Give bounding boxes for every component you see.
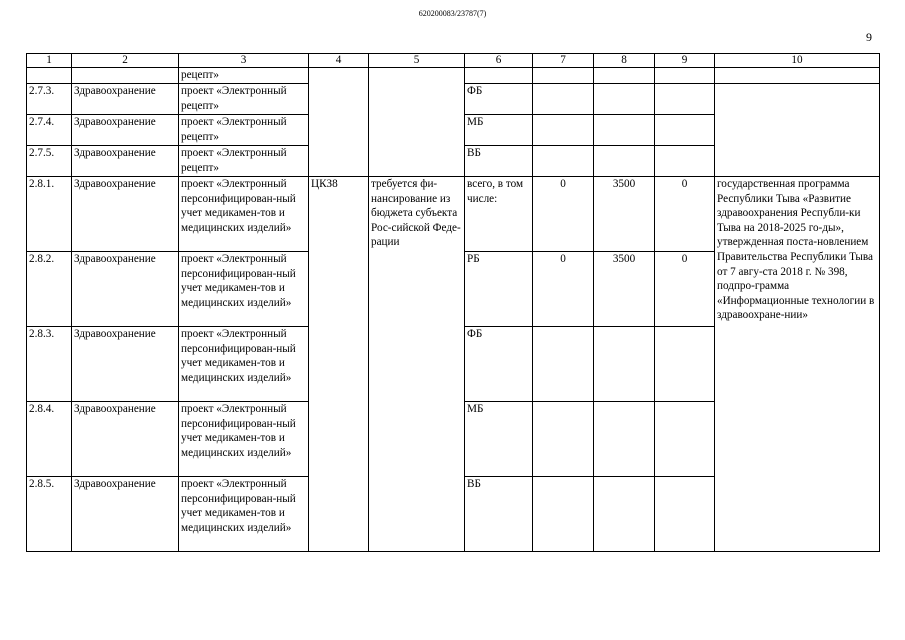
table-row: [27, 177, 880, 252]
financing-note-cell: требуется фи-нансирование из бюджета субъекта Рос-сийской Феде-рации: [369, 177, 465, 552]
program-cell: государственная программа Республики Тыва «Развитие здравоохранения Республи-ки Тыва на 2018-2025 го-ды», утвержденная поста-новлением Правительства Республики Тыва от 7 авгу-ста 2018 г. № 398, подпро-грамма «Информационные технологии в здравоохране-нии»: [715, 177, 880, 552]
column-number: 9: [655, 54, 715, 68]
value-cell: 0: [533, 252, 594, 327]
column-number: 2: [72, 54, 179, 68]
row-number: 2.7.4.: [27, 115, 72, 146]
value-cell: [594, 477, 655, 552]
source-cell: РБ: [465, 252, 533, 327]
source-cell: ФБ: [465, 84, 533, 115]
source-cell: всего, в том числе:: [465, 177, 533, 252]
project-cell: проект «Электронный персонифицирован-ный учет медикамен-тов и медицинских изделий»: [179, 252, 309, 327]
row-number: 2.7.5.: [27, 146, 72, 177]
value-cell: [655, 477, 715, 552]
executor-cell: ЦКЗ8: [309, 177, 369, 552]
sector-cell: Здравоохранение: [72, 146, 179, 177]
column-number: 4: [309, 54, 369, 68]
row-number: 2.8.1.: [27, 177, 72, 252]
project-cell: проект «Электронный рецепт»: [179, 84, 309, 115]
project-cell: проект «Электронный персонифицирован-ный учет медикамен-тов и медицинских изделий»: [179, 402, 309, 477]
value-cell: [655, 115, 715, 146]
value-cell: [533, 84, 594, 115]
sector-cell: Здравоохранение: [72, 252, 179, 327]
source-cell: [465, 68, 533, 84]
column-number: 10: [715, 54, 880, 68]
sector-cell: Здравоохранение: [72, 177, 179, 252]
value-cell: [655, 146, 715, 177]
row-number: 2.7.3.: [27, 84, 72, 115]
value-cell: 0: [655, 177, 715, 252]
value-cell: [594, 146, 655, 177]
source-cell: ВБ: [465, 146, 533, 177]
column-number: 3: [179, 54, 309, 68]
value-cell: [533, 68, 594, 84]
sector-cell: Здравоохранение: [72, 115, 179, 146]
project-cell: проект «Электронный персонифицирован-ный учет медикамен-тов и медицинских изделий»: [179, 177, 309, 252]
value-cell: [655, 68, 715, 84]
row-number: [27, 68, 72, 84]
value-cell: 3500: [594, 177, 655, 252]
table-row: [27, 68, 880, 84]
column-number: 8: [594, 54, 655, 68]
column-number: 6: [465, 54, 533, 68]
value-cell: [533, 402, 594, 477]
value-cell: [533, 146, 594, 177]
value-cell: 0: [533, 177, 594, 252]
financing-note-cell-empty: [369, 68, 465, 177]
source-cell: ФБ: [465, 327, 533, 402]
value-cell: [594, 68, 655, 84]
value-cell: [655, 327, 715, 402]
column-number: 1: [27, 54, 72, 68]
value-cell: [655, 402, 715, 477]
project-cell: проект «Электронный рецепт»: [179, 146, 309, 177]
sector-cell: Здравоохранение: [72, 402, 179, 477]
value-cell: 0: [655, 252, 715, 327]
sector-cell: Здравоохранение: [72, 84, 179, 115]
project-cell: проект «Электронный рецепт»: [179, 115, 309, 146]
program-cell: [715, 68, 880, 84]
sector-cell: Здравоохранение: [72, 327, 179, 402]
project-cell: рецепт»: [179, 68, 309, 84]
row-number: 2.8.3.: [27, 327, 72, 402]
source-cell: МБ: [465, 402, 533, 477]
column-number-row: [27, 54, 880, 68]
sector-cell: [72, 68, 179, 84]
value-cell: [533, 327, 594, 402]
value-cell: [533, 477, 594, 552]
financing-table: [26, 53, 880, 552]
source-cell: ВБ: [465, 477, 533, 552]
source-cell: МБ: [465, 115, 533, 146]
value-cell: [594, 402, 655, 477]
value-cell: [594, 327, 655, 402]
value-cell: [533, 115, 594, 146]
row-number: 2.8.2.: [27, 252, 72, 327]
row-number: 2.8.5.: [27, 477, 72, 552]
value-cell: [594, 84, 655, 115]
row-number: 2.8.4.: [27, 402, 72, 477]
column-number: 5: [369, 54, 465, 68]
sector-cell: Здравоохранение: [72, 477, 179, 552]
value-cell: 3500: [594, 252, 655, 327]
value-cell: [594, 115, 655, 146]
value-cell: [655, 84, 715, 115]
project-cell: проект «Электронный персонифицирован-ный учет медикамен-тов и медицинских изделий»: [179, 477, 309, 552]
document-id: 620200083/23787(7): [418, 9, 487, 18]
column-number: 7: [533, 54, 594, 68]
executor-cell-empty: [309, 68, 369, 177]
project-cell: проект «Электронный персонифицирован-ный учет медикамен-тов и медицинских изделий»: [179, 327, 309, 402]
page-number: 9: [866, 30, 872, 44]
program-cell-empty: [715, 84, 880, 177]
